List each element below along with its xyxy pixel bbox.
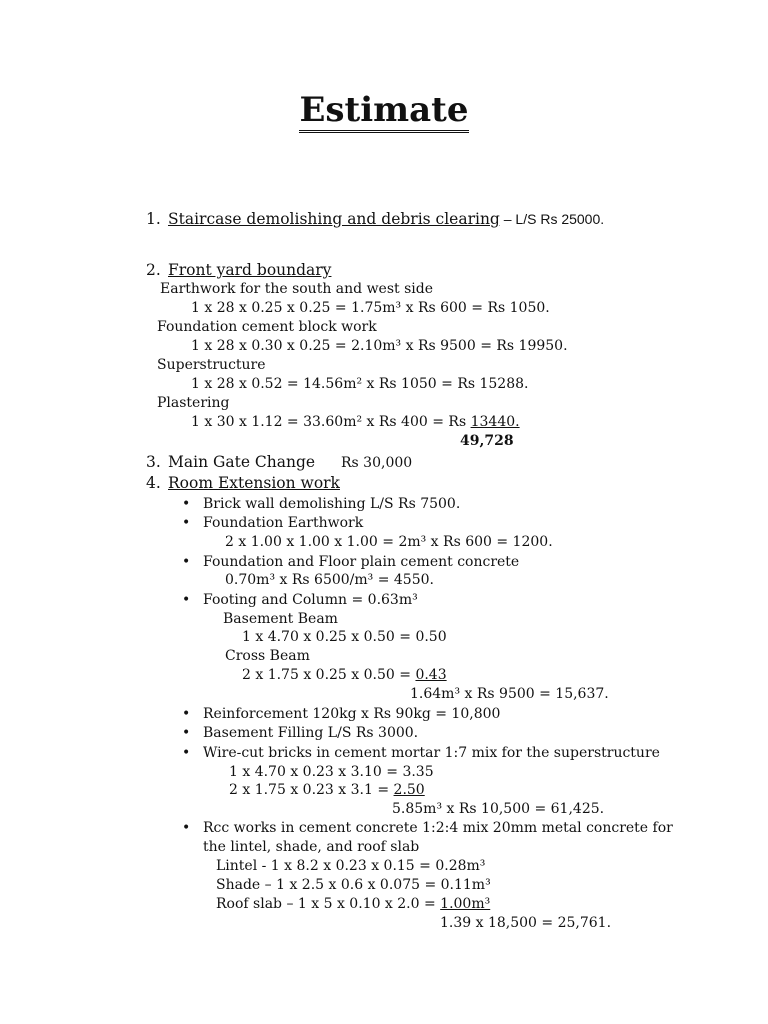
bullet: • <box>182 515 191 531</box>
lintel-calc: Lintel - 1 x 8.2 x 0.23 x 0.15 = 0.28m³ <box>216 858 486 874</box>
concrete-subtotal: 1.64m³ x Rs 9500 = 15,637. <box>410 686 609 702</box>
foundation-earthwork-calc: 2 x 1.00 x 1.00 x 1.00 = 2m³ x Rs 600 = 1200. <box>225 534 553 550</box>
bullet: • <box>182 706 191 722</box>
bullet: • <box>182 554 191 570</box>
basement-beam-label: Basement Beam <box>223 611 338 627</box>
bullet: • <box>182 592 191 608</box>
item-3-heading: Main Gate Change <box>168 453 316 471</box>
earthwork-label: Earthwork for the south and west side <box>160 281 434 297</box>
wirecut-calc-1: 1 x 4.70 x 0.23 x 3.10 = 3.35 <box>229 764 434 780</box>
shade-calc: Shade – 1 x 2.5 x 0.6 x 0.075 = 0.11m³ <box>216 877 491 893</box>
roof-slab-calc-text: Roof slab – 1 x 5 x 0.10 x 2.0 = <box>216 896 441 912</box>
wirecut-calc-2 <box>229 781 425 799</box>
basement-filling-line: Basement Filling L/S Rs 3000. <box>203 725 419 741</box>
rcc-subtotal: 1.39 x 18,500 = 25,761. <box>440 915 612 931</box>
item-2-heading: Front yard boundary <box>168 261 332 279</box>
item-4-heading: Room Extension work <box>168 474 340 492</box>
pcc-calc: 0.70m³ x Rs 6500/m³ = 4550. <box>225 572 434 588</box>
earthwork-calc: 1 x 28 x 0.25 x 0.25 = 1.75m³ x Rs 600 = Rs 1050. <box>191 300 550 316</box>
page-title <box>0 88 768 132</box>
item-2-number: 2. <box>146 261 161 279</box>
bullet: • <box>182 820 191 836</box>
footing-column-line: Footing and Column = 0.63m³ <box>203 592 418 608</box>
plastering-calc <box>191 413 520 431</box>
cross-beam-label: Cross Beam <box>225 648 310 664</box>
foundation-calc: 1 x 28 x 0.30 x 0.25 = 2.10m³ x Rs 9500 = Rs 19950. <box>191 338 568 354</box>
plastering-amount: 13440. <box>470 414 520 430</box>
roof-slab-value: 1.00m³ <box>440 896 491 912</box>
item-3-number: 3. <box>146 453 161 471</box>
wirecut-bricks-label: Wire-cut bricks in cement mortar 1:7 mix for the superstructure <box>203 745 660 761</box>
rcc-label: Rcc works in cement concrete 1:2:4 mix 20mm metal concrete for <box>203 820 673 836</box>
foundation-label: Foundation cement block work <box>157 319 377 335</box>
cross-beam-calc <box>242 666 447 684</box>
item-1-heading: Staircase demolishing and debris clearing <box>168 210 500 228</box>
superstructure-label: Superstructure <box>157 357 266 373</box>
rcc-label-cont: the lintel, shade, and roof slab <box>203 839 420 855</box>
superstructure-calc: 1 x 28 x 0.52 = 14.56m² x Rs 1050 = Rs 15288. <box>191 376 529 392</box>
reinforcement-line: Reinforcement 120kg x Rs 90kg = 10,800 <box>203 706 501 722</box>
plastering-label: Plastering <box>157 395 230 411</box>
wirecut-calc-2-value: 2.50 <box>393 782 425 798</box>
bullet: • <box>182 496 191 512</box>
cross-beam-calc-text: 2 x 1.75 x 0.25 x 0.50 = <box>242 667 416 683</box>
item-3-price: Rs 30,000 <box>341 455 413 471</box>
bullet: • <box>182 725 191 741</box>
wirecut-calc-2-text: 2 x 1.75 x 0.23 x 3.1 = <box>229 782 394 798</box>
pcc-label: Foundation and Floor plain cement concrete <box>203 554 520 570</box>
item-4-number: 4. <box>146 474 161 492</box>
brick-demolish-line: Brick wall demolishing L/S Rs 7500. <box>203 496 461 512</box>
roof-slab-calc <box>216 895 490 913</box>
basement-beam-calc: 1 x 4.70 x 0.25 x 0.50 = 0.50 <box>242 629 447 645</box>
plastering-calc-text: 1 x 30 x 1.12 = 33.60m² x Rs 400 = Rs <box>191 414 471 430</box>
item-1-line <box>168 210 604 229</box>
wirecut-subtotal: 5.85m³ x Rs 10,500 = 61,425. <box>392 801 605 817</box>
cross-beam-value: 0.43 <box>415 667 447 683</box>
bullet: • <box>182 745 191 761</box>
item-1-number: 1. <box>146 210 161 228</box>
title-text: Estimate <box>299 90 468 133</box>
item-2-total: 49,728 <box>460 433 514 449</box>
foundation-earthwork-label: Foundation Earthwork <box>203 515 364 531</box>
item-1-price: – L/S Rs 25000. <box>499 211 605 227</box>
